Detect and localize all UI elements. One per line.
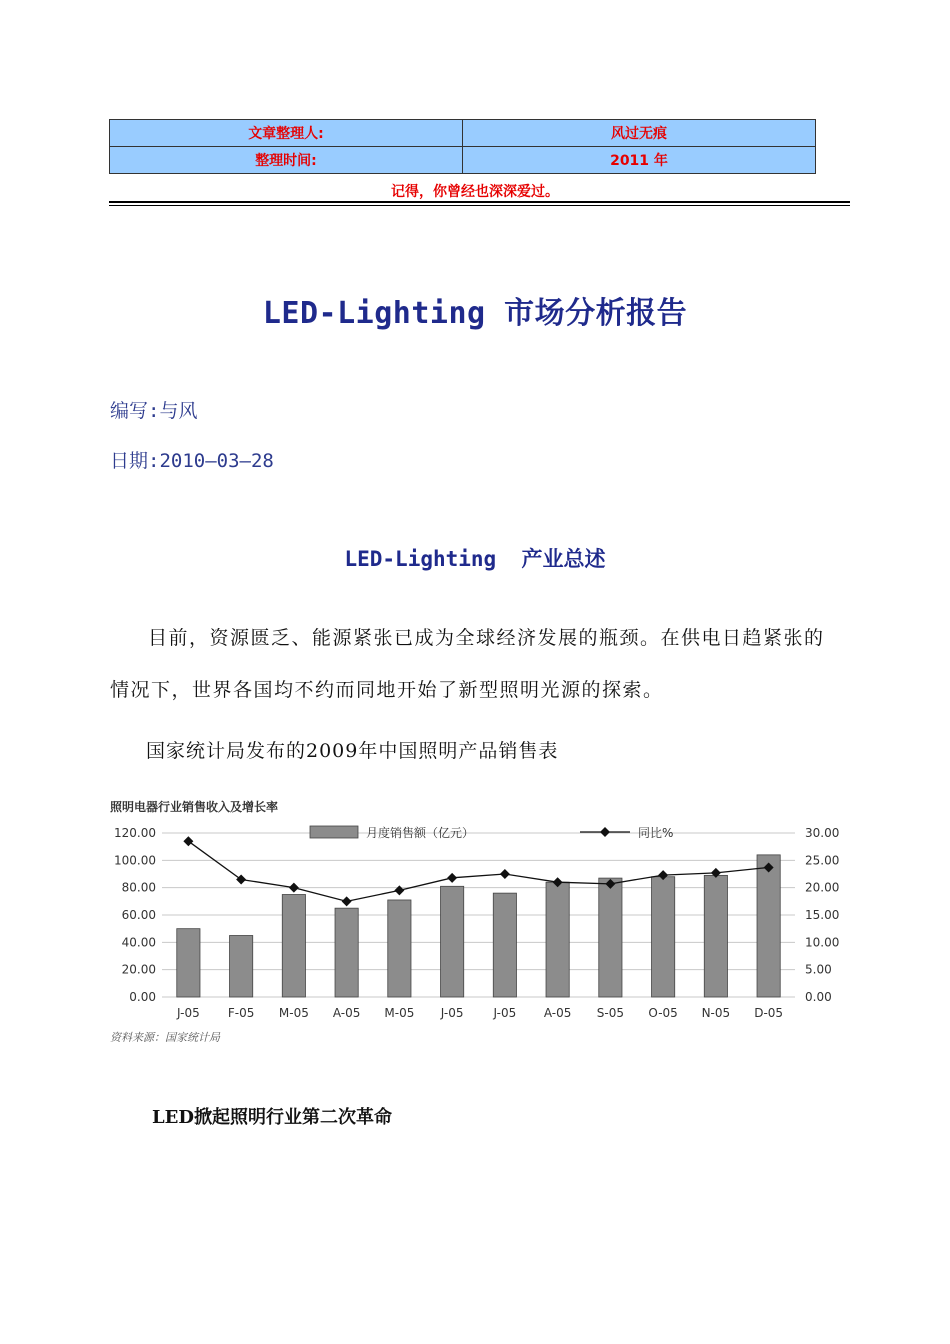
left-tick-label: 80.00: [121, 880, 156, 895]
x-tick-label: D-05: [754, 1006, 784, 1020]
growth-point: [236, 874, 246, 884]
author-line: 编写:与风: [110, 400, 198, 422]
info-label: 整理时间:: [110, 147, 463, 174]
chart-tick-labels: [114, 826, 839, 1020]
info-label: 文章整理人:: [110, 120, 463, 147]
info-row: [110, 147, 816, 174]
divider: [109, 205, 850, 206]
chart-bar: [493, 893, 516, 997]
left-tick-label: 0.00: [129, 990, 156, 1004]
growth-point: [289, 883, 299, 893]
x-tick-label: N-05: [701, 1006, 731, 1020]
x-tick-label: J-05: [440, 1006, 464, 1020]
growth-point: [394, 885, 404, 895]
growth-point: [447, 873, 457, 883]
x-tick-label: A-05: [332, 1006, 361, 1020]
sales-chart: [110, 795, 870, 1050]
x-tick-label: M-05: [384, 1006, 415, 1020]
right-tick-label: 25.00: [805, 853, 840, 868]
chart-bar: [282, 895, 305, 998]
legend-bar-label: 月度销售额（亿元）: [366, 826, 475, 840]
x-tick-label: M-05: [278, 1006, 309, 1020]
legend-bar-swatch: [310, 826, 358, 838]
chart-bar: [388, 900, 411, 997]
chart-bar: [177, 929, 200, 997]
left-tick-label: 20.00: [121, 962, 156, 977]
chart-bar: [230, 936, 253, 998]
chart-bar: [599, 878, 622, 997]
legend-line-marker: [600, 827, 610, 837]
growth-point: [342, 896, 352, 906]
divider: [109, 201, 850, 203]
growth-point: [500, 869, 510, 879]
x-tick-label: J-05: [493, 1006, 517, 1020]
info-table: [109, 119, 816, 174]
chart-bar: [652, 877, 675, 997]
right-tick-label: 10.00: [805, 935, 840, 950]
chart-line-series: [183, 836, 773, 906]
chart-source: 资料来源：国家统计局: [110, 1031, 220, 1044]
chart-bar: [335, 908, 358, 997]
chart-bar: [704, 875, 727, 997]
right-tick-label: 5.00: [805, 962, 832, 977]
subheading: LED掀起照明行业第二次革命: [152, 1107, 392, 1128]
chart-grid: [162, 833, 795, 997]
growth-point: [183, 836, 193, 846]
growth-line: [188, 841, 768, 901]
left-tick-label: 120.00: [114, 826, 156, 840]
chart-bar: [757, 855, 780, 997]
left-tick-label: 40.00: [121, 935, 156, 950]
section-title: LED-Lighting 产业总述: [344, 547, 606, 571]
x-tick-label: A-05: [543, 1006, 572, 1020]
x-tick-label: F-05: [227, 1006, 255, 1020]
right-tick-label: 30.00: [805, 826, 840, 840]
chart-caption: 国家统计局发布的2009年中国照明产品销售表: [146, 740, 559, 762]
chart-title: 照明电器行业销售收入及增长率: [110, 800, 279, 814]
motto: 记得，你曾经也深深爱过。: [391, 184, 559, 200]
document-title: LED-Lighting 市场分析报告: [262, 296, 688, 331]
legend-line-label: 同比%: [638, 826, 674, 840]
left-tick-label: 60.00: [121, 908, 156, 922]
right-tick-label: 0.00: [805, 990, 832, 1004]
right-tick-label: 20.00: [805, 880, 840, 895]
date-line: 日期:2010—03—28: [110, 450, 274, 472]
x-tick-label: J-05: [177, 1006, 200, 1020]
x-tick-label: S-05: [596, 1006, 624, 1020]
info-row: [110, 120, 816, 147]
x-tick-label: O-05: [648, 1006, 678, 1020]
intro-paragraph: 目前，资源匮乏、能源紧张已成为全球经济发展的瓶颈。在供电日趋紧张的情况下，世界各国均不约而同地开始了新型照明光源的探索。: [110, 627, 825, 701]
info-value: 2011 年: [463, 147, 816, 174]
right-tick-label: 15.00: [805, 908, 840, 922]
chart-bar: [546, 882, 569, 997]
info-value: 风过无痕: [463, 120, 816, 147]
left-tick-label: 100.00: [114, 853, 156, 868]
chart-bar: [441, 886, 464, 997]
